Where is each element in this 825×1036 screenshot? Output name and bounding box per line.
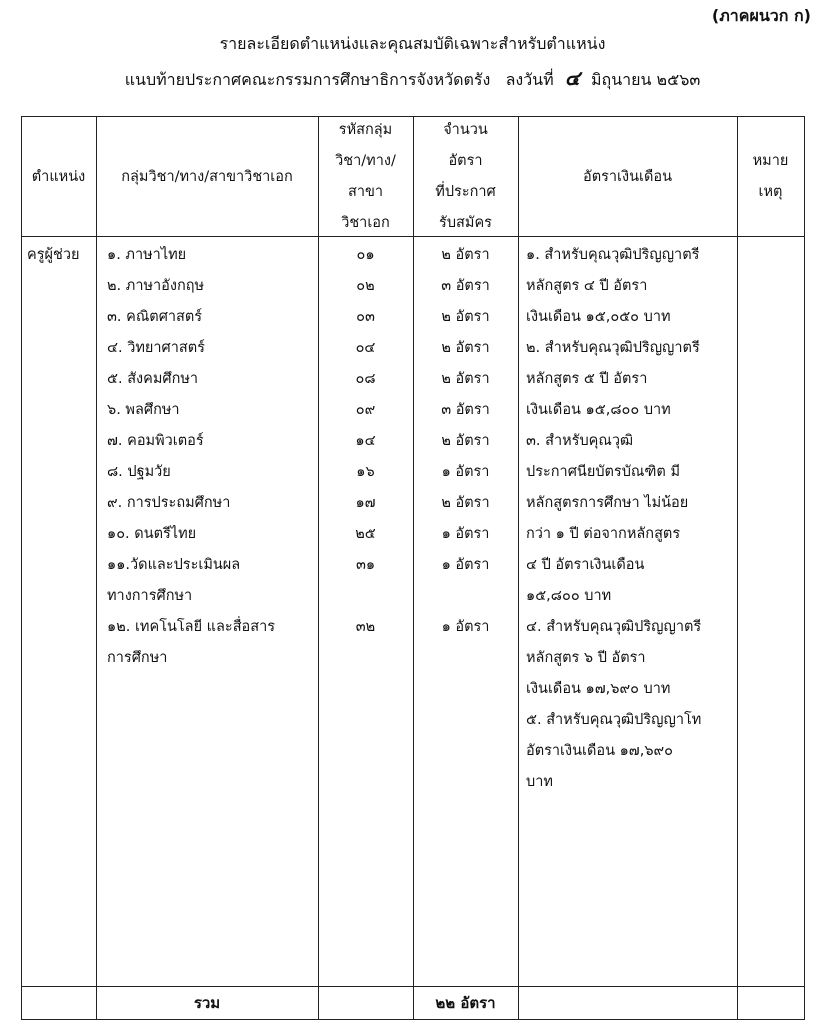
list-item: ๗. คอมพิวเตอร์: [107, 433, 204, 449]
salary-line: ๒. สำหรับคุณวุฒิปริญญาตรี: [526, 340, 700, 356]
list-item: ๑๖: [356, 464, 375, 480]
list-item: ๓. คณิตศาสตร์: [107, 309, 203, 325]
list-item: ๑๗: [355, 495, 376, 511]
header-subject: กลุ่มวิชา/ทาง/สาขาวิชาเอก: [121, 168, 293, 185]
list-item: ๒. ภาษาอังกฤษ: [107, 278, 205, 294]
list-item: ๐๒: [356, 278, 375, 294]
salary-line: ๑๕,๘๐๐ บาท: [526, 588, 612, 604]
salary-line: เงินเดือน ๑๕,๘๐๐ บาท: [526, 402, 671, 418]
document-subtitle: [0, 62, 825, 94]
salary-line: ประกาศนียบัตรบัณฑิต มี: [526, 464, 680, 480]
list-item: ๐๔: [355, 340, 376, 356]
header-count: จำนวน อัตรา ที่ประกาศ รับสมัคร: [435, 122, 496, 231]
list-item: ๖. พลศึกษา: [107, 402, 180, 418]
subtitle-date-label: ลงวันที่: [505, 70, 554, 89]
total-label: รวม: [193, 994, 221, 1012]
list-item: ๑๑.วัดและประเมินผล: [107, 557, 241, 573]
list-item: ๓๒: [355, 619, 376, 635]
list-item: ๐๓: [356, 309, 375, 325]
list-item: ๘. ปฐมวัย: [107, 464, 171, 480]
list-item: ๑ อัตรา: [441, 526, 490, 542]
salary-line: หลักสูตร ๖ ปี อัตรา: [526, 650, 646, 666]
salary-line: ๔. สำหรับคุณวุฒิปริญญาตรี: [526, 619, 702, 635]
list-item: ๓ อัตรา: [441, 402, 490, 418]
list-item: ๓ อัตรา: [441, 278, 490, 294]
subtitle-month-year: มิถุนายน ๒๕๖๓: [591, 70, 701, 89]
salary-description: [526, 240, 701, 798]
list-item: ๐๙: [355, 402, 376, 418]
handwritten-day: ๔: [564, 66, 580, 90]
list-item: ๑๐. ดนตรีไทย: [107, 526, 197, 542]
list-item: ๙. การประถมศึกษา: [107, 495, 231, 511]
positions-table: [21, 116, 805, 1020]
salary-line: ๔ ปี อัตราเงินเดือน: [526, 557, 645, 573]
list-item: ๑ อัตรา: [441, 619, 490, 635]
salary-line: หลักสูตรการศึกษา ไม่น้อย: [526, 495, 689, 511]
salary-line: หลักสูตร ๔ ปี อัตรา: [526, 278, 648, 294]
header-code: รหัสกลุ่ม วิชา/ทาง/ สาขา วิชาเอก: [335, 122, 396, 231]
list-item: ๔. วิทยาศาสตร์: [107, 340, 205, 356]
salary-line: บาท: [526, 774, 553, 790]
list-item: ๒ อัตรา: [441, 309, 490, 325]
subtitle-announcement: แนบท้ายประกาศคณะกรรมการศึกษาธิการจังหวัดตรัง: [124, 70, 491, 89]
salary-line: กว่า ๑ ปี ต่อจากหลักสูตร: [526, 526, 681, 542]
list-item: ๒ อัตรา: [441, 247, 490, 263]
appendix-label: (ภาคผนวก ก): [711, 6, 811, 25]
list-item: ๑ อัตรา: [441, 557, 490, 573]
list-item: ๒ อัตรา: [441, 371, 490, 387]
list-item: ๑ อัตรา: [441, 464, 490, 480]
list-item: ๑๒. เทคโนโลยี และสื่อสาร: [107, 619, 276, 635]
list-item: ๑. ภาษาไทย: [107, 247, 187, 263]
list-item: ๐๑: [356, 247, 375, 263]
list-item: ๐๘: [355, 371, 376, 387]
list-item: ๑๔: [355, 433, 376, 449]
salary-line: เงินเดือน ๑๕,๐๕๐ บาท: [526, 309, 671, 325]
count-list: [413, 240, 518, 643]
list-item: ๒ อัตรา: [441, 495, 490, 511]
document-title: รายละเอียดตำแหน่งและคุณสมบัติเฉพาะสำหรับตำแหน่ง: [219, 34, 606, 53]
list-item: ๒๕: [355, 526, 376, 542]
list-item: ๒ อัตรา: [441, 340, 490, 356]
salary-line: ๕. สำหรับคุณวุฒิปริญญาโท: [526, 712, 702, 728]
total-value: ๒๒ อัตรา: [435, 994, 496, 1012]
list-item: ทางการศึกษา: [107, 588, 193, 604]
salary-line: อัตราเงินเดือน ๑๗,๖๙๐: [526, 743, 673, 759]
header-position: ตำแหน่ง: [31, 168, 86, 185]
salary-line: ๑. สำหรับคุณวุฒิปริญญาตรี: [526, 247, 700, 263]
subject-list: [107, 240, 275, 674]
salary-line: ๓. สำหรับคุณวุฒิ: [526, 433, 634, 449]
list-item: การศึกษา: [107, 650, 168, 666]
salary-line: เงินเดือน ๑๗,๖๙๐ บาท: [526, 681, 671, 697]
list-item: ๒ อัตรา: [441, 433, 490, 449]
code-list: [318, 240, 413, 643]
salary-line: หลักสูตร ๕ ปี อัตรา: [526, 371, 648, 387]
header-salary: อัตราเงินเดือน: [583, 168, 672, 185]
list-item: ๓๑: [355, 557, 376, 573]
position-value: ครูผู้ช่วย: [27, 247, 80, 263]
list-item: ๕. สังคมศึกษา: [107, 371, 199, 387]
header-note: หมาย เหตุ: [752, 153, 789, 200]
